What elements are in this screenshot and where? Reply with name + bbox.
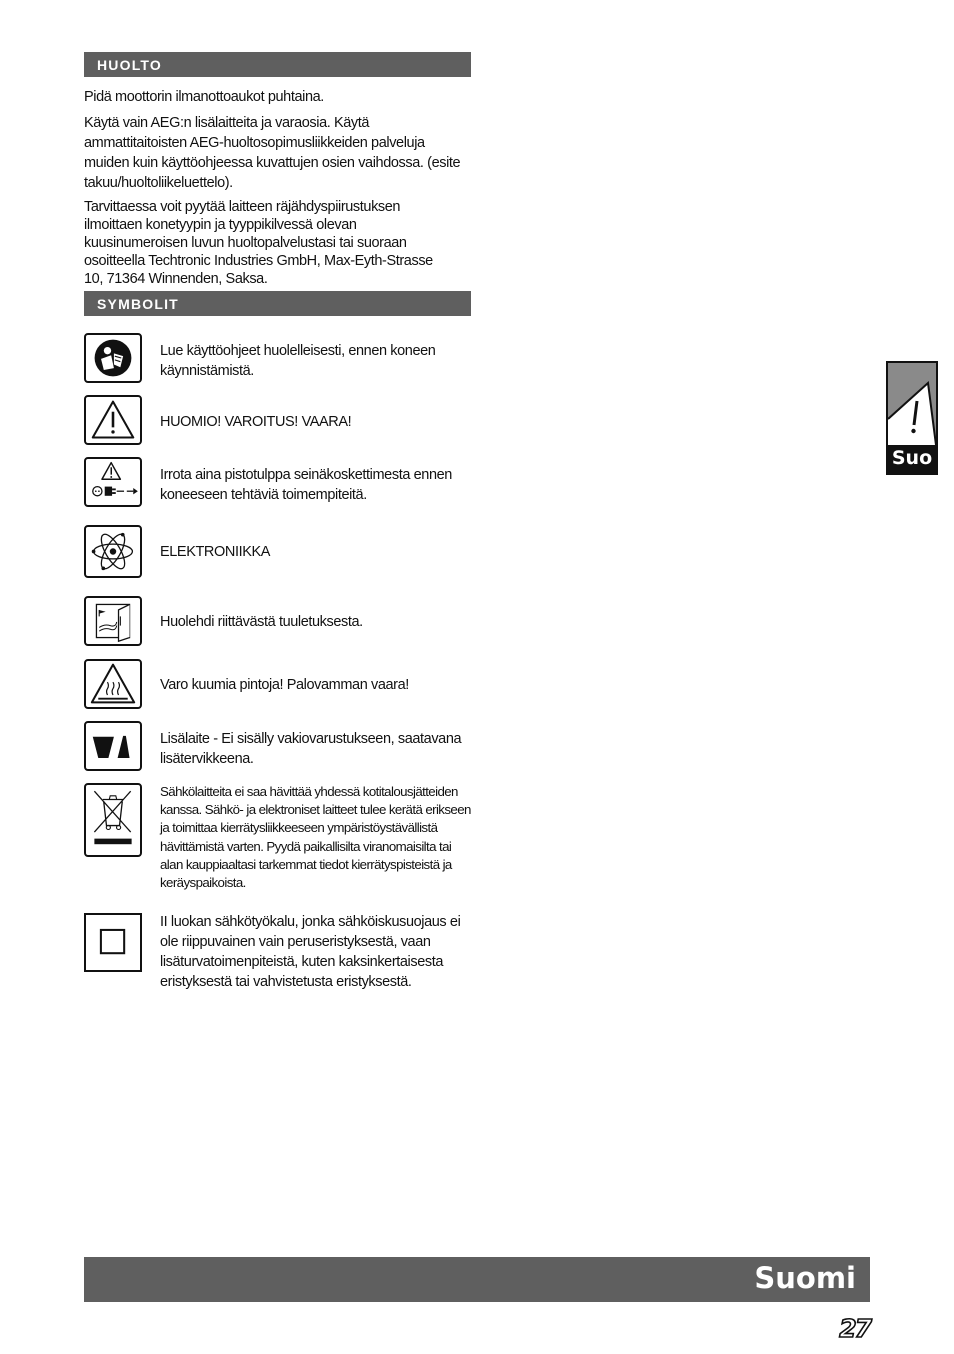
warning-exclamation-icon xyxy=(888,363,936,445)
language-side-tab xyxy=(886,361,938,475)
symbol-row xyxy=(84,783,474,893)
huolto-paragraph-1: Pidä moottorin ilmanottoaukot puhtaina. xyxy=(84,89,324,105)
symbol-row xyxy=(84,912,474,994)
huolto-paragraph-2: Käytä vain AEG:n lisälaitteita ja varaosia. Käytä ammattitaitoisten AEG-huoltosopimusliikkeiden palveluja muiden kuin käyttöohjeessa kuvattujen osien vaihdossa. (esite takuu/huoltoliikeluettelo). xyxy=(84,115,461,191)
hot-surface-icon xyxy=(84,659,142,709)
symbol-row xyxy=(84,525,474,578)
symbol-description: Sähkölaitteita ei saa hävittää yhdessä kotitalousjätteiden kanssa. Sähkö- ja elektroniset laitteet tulee kerätä erikseen ja toimittaa kierrätysliikkeeseen ympäristöystävällistä hävittämistä varten. Pyydä paikallisilta viranomaisilta tai alan kauppiaaltasi tarkemmat tiedot kierrätyspisteistä ja keräyspaikoista. xyxy=(160,784,471,891)
symbol-row xyxy=(84,333,474,383)
footer-language-label: Suomi xyxy=(754,1261,856,1295)
warning-triangle-icon xyxy=(84,395,142,445)
class-ii-insulation-icon xyxy=(84,913,142,972)
symbol-row xyxy=(84,596,474,646)
symbol-row xyxy=(84,395,474,445)
symbol-description: Varo kuumia pintoja! Palovamman vaara! xyxy=(160,677,409,693)
section-heading-huolto: HUOLTO xyxy=(84,52,471,77)
electronics-atom-icon xyxy=(84,525,142,578)
symbol-description: Irrota aina pistotulppa seinäkoskettimesta ennen koneeseen tehtäviä toimempiteitä. xyxy=(160,467,452,503)
weee-bin-icon xyxy=(84,783,142,857)
page-number: 27 xyxy=(839,1314,870,1343)
unplug-icon xyxy=(84,457,142,507)
side-tab-label: Suo xyxy=(891,447,933,469)
huolto-paragraph-3: Tarvittaessa voit pyytää laitteen räjähdyspiirustuksen ilmoittaen konetyypin ja tyyppikilvessä olevan kuusinumeroisen luvun huoltopalvelustasi tai suoraan osoitteella Techtronic Industries GmbH, Max-Eyth-Strasse 10, 71364 Winnenden, Saksa. xyxy=(84,199,433,287)
accessory-icon xyxy=(84,721,142,771)
read-manual-icon xyxy=(84,333,142,383)
ventilation-icon xyxy=(84,596,142,646)
symbol-description: Lue käyttöohjeet huolelleisesti, ennen koneen käynnistämistä. xyxy=(160,343,436,379)
symbol-description: ELEKTRONIIKKA xyxy=(160,544,271,560)
symbol-row xyxy=(84,457,474,507)
symbol-row xyxy=(84,721,474,771)
symbol-description: Huolehdi riittävästä tuuletuksesta. xyxy=(160,614,363,630)
section-heading-symbolit: SYMBOLIT xyxy=(84,291,471,316)
symbol-row xyxy=(84,659,474,709)
symbol-description: HUOMIO! VAROITUS! VAARA! xyxy=(160,414,352,430)
symbol-description: II luokan sähkötyökalu, jonka sähköiskusuojaus ei ole riippuvainen vain peruseristyksestä, vaan lisäturvatoimenpiteistä, kuten kaksinkertaisesta eristyksestä tai vahvistetusta eristyksestä. xyxy=(160,914,461,990)
symbol-description: Lisälaite - Ei sisälly vakiovarustukseen, saatavana lisätervikkeena. xyxy=(160,731,462,767)
footer-language-bar xyxy=(84,1257,870,1302)
